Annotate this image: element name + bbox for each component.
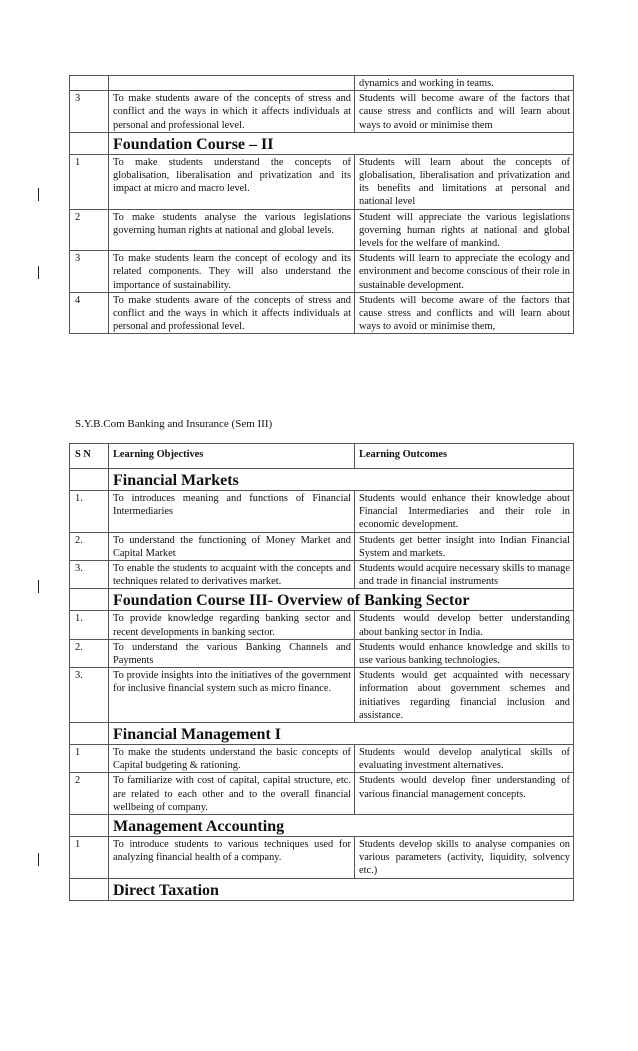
row-objective: To introduces meaning and functions of Financial Intermediaries <box>109 491 355 533</box>
row-objective <box>109 76 355 91</box>
row-objective: To understand the various Banking Channels and Payments <box>109 639 355 667</box>
row-sn: 1. <box>70 611 109 639</box>
row-outcome: Students would develop finer understanding of various financial management concepts. <box>355 773 574 815</box>
section-row <box>70 723 574 745</box>
section-title: Foundation Course III- Overview of Banking Sector <box>109 589 574 611</box>
table-row <box>70 292 574 334</box>
row-sn: 3 <box>70 91 109 133</box>
section-title: Management Accounting <box>109 815 574 837</box>
row-sn: 2 <box>70 773 109 815</box>
row-objective: To make students learn the concept of ecology and its related components. They will also understand the importance of sustainability. <box>109 251 355 293</box>
section-row <box>70 815 574 837</box>
table-row <box>70 532 574 560</box>
table-row <box>70 837 574 879</box>
revision-mark <box>38 266 39 279</box>
row-outcome: Student will appreciate the various legislations governing human rights at national and global levels for the welfare of mankind. <box>355 209 574 251</box>
row-objective: To understand the functioning of Money Market and Capital Market <box>109 532 355 560</box>
revision-mark <box>38 853 39 866</box>
section-row <box>70 469 574 491</box>
row-outcome: Students would develop analytical skills of evaluating investment alternatives. <box>355 745 574 773</box>
section-row <box>70 878 574 900</box>
table-row <box>70 491 574 533</box>
row-outcome: Students would get acquainted with necessary information about government schemes and initiatives regarding financial inclusion and assistance. <box>355 668 574 723</box>
revision-mark <box>38 580 39 593</box>
row-sn: 1 <box>70 837 109 879</box>
header-objectives: Learning Objectives <box>109 444 355 469</box>
row-sn: 1 <box>70 154 109 209</box>
row-outcome: Students get better insight into Indian Financial System and markets. <box>355 532 574 560</box>
table-header-row <box>70 444 574 469</box>
section-sn-cell <box>70 878 109 900</box>
table-row <box>70 154 574 209</box>
row-sn: 3. <box>70 561 109 589</box>
row-objective: To make students aware of the concepts of stress and conflict and the ways in which it affects individuals at personal and professional level. <box>109 292 355 334</box>
table-row <box>70 668 574 723</box>
row-objective: To familiarize with cost of capital, capital structure, etc. are related to each other and to the overall financial wellbeing of company. <box>109 773 355 815</box>
row-outcome: Students will become aware of the factors that cause stress and conflicts and will learn about ways to avoid or minimise them, <box>355 292 574 334</box>
row-objective: To provide knowledge regarding banking sector and recent developments in banking sector. <box>109 611 355 639</box>
row-outcome: Students would enhance their knowledge about Financial Intermediaries and their role in economic development. <box>355 491 574 533</box>
revision-mark <box>38 188 39 201</box>
row-objective: To make students analyse the various legislations governing human rights at national and global levels. <box>109 209 355 251</box>
section-row <box>70 589 574 611</box>
row-sn: 3 <box>70 251 109 293</box>
header-outcomes: Learning Outcomes <box>355 444 574 469</box>
row-objective: To introduce students to various techniques used for analyzing financial health of a company. <box>109 837 355 879</box>
section-sn-cell <box>70 589 109 611</box>
row-sn: 1 <box>70 745 109 773</box>
table-row <box>70 209 574 251</box>
section-sn-cell <box>70 723 109 745</box>
row-outcome: Students will learn to appreciate the ecology and environment and become conscious of their role in sustainable development. <box>355 251 574 293</box>
row-outcome: Students would acquire necessary skills to manage and trade in financial instruments <box>355 561 574 589</box>
row-objective: To provide insights into the initiatives of the government for inclusive financial system such as micro finance. <box>109 668 355 723</box>
section-sn-cell <box>70 469 109 491</box>
table-row <box>70 773 574 815</box>
table-row <box>70 91 574 133</box>
row-sn: 3. <box>70 668 109 723</box>
table-row <box>70 745 574 773</box>
row-outcome: dynamics and working in teams. <box>355 76 574 91</box>
section-sn-cell <box>70 132 109 154</box>
objectives-outcomes-table-1 <box>69 75 574 334</box>
row-sn <box>70 76 109 91</box>
row-outcome: Students would develop better understanding about banking sector in India. <box>355 611 574 639</box>
table-row <box>70 251 574 293</box>
table-row <box>70 639 574 667</box>
section-sn-cell <box>70 815 109 837</box>
header-sn: S N <box>70 444 109 469</box>
table-row <box>70 611 574 639</box>
objectives-outcomes-table-2 <box>69 443 574 901</box>
table-row <box>70 76 574 91</box>
row-outcome: Students will learn about the concepts of globalisation, liberalisation and privatization and its benefits and limitations at personal and national level <box>355 154 574 209</box>
row-outcome: Students would enhance knowledge and skills to use various banking technologies. <box>355 639 574 667</box>
section-title: Financial Management I <box>109 723 574 745</box>
row-sn: 2. <box>70 532 109 560</box>
program-caption: S.Y.B.Com Banking and Insurance (Sem III) <box>75 418 273 430</box>
row-sn: 1. <box>70 491 109 533</box>
row-objective: To enable the students to acquaint with the concepts and techniques related to derivatives market. <box>109 561 355 589</box>
section-title: Foundation Course – II <box>109 132 574 154</box>
row-sn: 2. <box>70 639 109 667</box>
row-objective: To make students aware of the concepts of stress and conflict and the ways in which it affects individuals at personal and professional level. <box>109 91 355 133</box>
row-objective: To make students understand the concepts of globalisation, liberalisation and privatization and its impact at micro and macro level. <box>109 154 355 209</box>
row-objective: To make the students understand the basic concepts of Capital budgeting & rationing. <box>109 745 355 773</box>
section-title: Direct Taxation <box>109 878 574 900</box>
table-row <box>70 561 574 589</box>
row-sn: 2 <box>70 209 109 251</box>
section-title: Financial Markets <box>109 469 574 491</box>
row-outcome: Students develop skills to analyse companies on various parameters (activity, liquidity, solvency etc.) <box>355 837 574 879</box>
section-row <box>70 132 574 154</box>
row-sn: 4 <box>70 292 109 334</box>
row-outcome: Students will become aware of the factors that cause stress and conflicts and will learn about ways to avoid or minimise them <box>355 91 574 133</box>
